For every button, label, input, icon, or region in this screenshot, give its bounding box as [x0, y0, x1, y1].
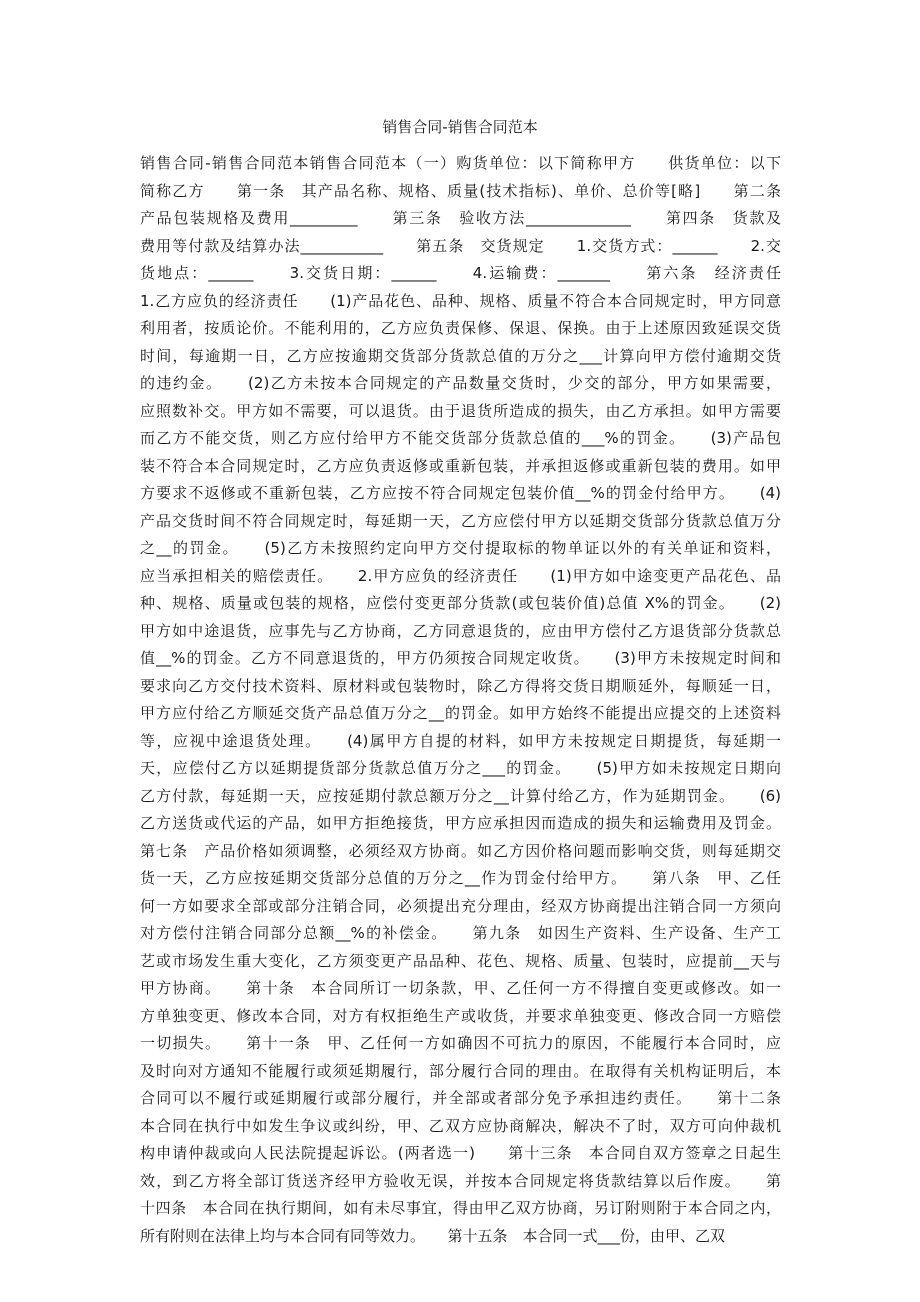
- body-line: 第七条 产品价格如须调整，必须经双方协商。如乙方因价格问题而影响交货，则每延期交: [140, 841, 781, 860]
- body-line: 1.乙方应负的经济责任 (1)产品花色、品种、规格、质量不符合本合同规定时，甲方同意: [140, 291, 781, 310]
- document-title: 销售合同-销售合同范本: [382, 118, 538, 136]
- body-line: 应照数补交。甲方如不需要，可以退货。由于退货所造成的损失，由乙方承担。如甲方需要: [140, 401, 781, 420]
- body-line: 甲方如中途退货，应事先与乙方协商，乙方同意退货的，应由甲方偿付乙方退货部分货款总: [140, 621, 781, 640]
- body-line: 及时向对方通知不能履行或须延期履行，部分履行合同的理由。在取得有关机构证明后，本: [140, 1061, 781, 1080]
- body-line: 而乙方不能交货，则乙方应付给甲方不能交货部分货款总值的___%的罚金。 (3)产品包: [140, 429, 781, 447]
- body-line: 天，应偿付乙方以延期提货部分货款总值万分之___的罚金。 (5)甲方如未按规定日期向: [140, 759, 781, 777]
- body-line: 简称乙方 第一条 其产品名称、规格、质量(技术指标)、单价、总价等[略] 第二条: [140, 181, 781, 200]
- body-line: 销售合同-销售合同范本销售合同范本（一）购货单位：以下简称甲方 供货单位：以下: [140, 154, 781, 172]
- body-line: 费用等付款及结算办法___________ 第五条 交货规定 1.交货方式：______ 2.交: [140, 236, 781, 255]
- body-line: 等，应视中途退货处理。 (4)属甲方自提的材料，如甲方未按规定日期提货，每延期一: [140, 731, 781, 750]
- body-line: 产品交货时间不符合同规定时，每延期一天，乙方应偿付甲方以延期交货部分货款总值万分: [140, 511, 781, 530]
- body-line: 时间，每逾期一日，乙方应按逾期交货部分货款总值的万分之___计算向甲方偿付逾期交货: [140, 346, 781, 365]
- body-line: 甲方协商。 第十条 本合同所订一切条款，甲、乙任何一方不得擅自变更或修改。如一: [140, 979, 781, 997]
- body-line: 产品包装规格及费用_________ 第三条 验收方法______________ 第四条 货款及: [140, 209, 781, 227]
- body-line: 应当承担相关的赔偿责任。 2.甲方应负的经济责任 (1)甲方如中途变更产品花色、品: [140, 566, 781, 585]
- body-line: 效，到乙方将全部订货送齐经甲方验收无误，并按本合同规定将货款结算以后作废。 第: [140, 1171, 781, 1190]
- body-line: 甲方应付给乙方顺延交货产品总值万分之__的罚金。如甲方始终不能提出应提交的上述资料: [140, 704, 781, 722]
- body-line: 乙方送货或代运的产品，如甲方拒绝接货，甲方应承担因而造成的损失和运输费用及罚金。: [140, 814, 781, 832]
- body-line: 要求向乙方交付技术资料、原材料或包装物时，除乙方得将交货日期顺延外，每顺延一日，: [140, 676, 781, 695]
- body-line: 对方偿付注销合同部分总额__%的补偿金。 第九条 如因生产资料、生产设备、生产工: [140, 924, 781, 942]
- document-body: [140, 150, 781, 1250]
- body-line: 本合同在执行中如发生争议或纠纷，甲、乙双方应协商解决，解决不了时，双方可向仲裁机: [140, 1116, 781, 1135]
- body-line: 所有附则在法律上均与本合同有同等效力。 第十五条 本合同一式___份，由甲、乙双: [140, 1226, 726, 1245]
- body-line: 艺或市场发生重大变化，乙方须变更产品品种、花色、规格、质量、包装时，应提前__天与: [140, 951, 781, 970]
- body-line: 利用者，按质论价。不能利用的，乙方应负责保修、保退、保换。由于上述原因致延误交货: [140, 319, 781, 337]
- body-line: 方单独变更、修改本合同，对方有权拒绝生产或收货，并要求单独变更、修改合同一方赔偿: [140, 1006, 781, 1025]
- body-line: 种、规格、质量或包装的规格，应偿付变更部分货款(或包装价值)总值 X%的罚金。 (2): [140, 594, 781, 612]
- body-line: 货地点：______ 3.交货日期：______ 4.运输费：_______ 第六条 经济责任: [140, 264, 781, 282]
- body-line: 十四条 本合同在执行期间，如有未尽事宜，得由甲乙双方协商，另订附则附于本合同之内，: [140, 1199, 781, 1217]
- body-line: 值__%的罚金。乙方不同意退货的，甲方仍须按合同规定收货。 (3)甲方未按规定时间和: [140, 649, 781, 667]
- body-line: 货一天，乙方应按延期交货部分总值的万分之__作为罚金付给甲方。 第八条 甲、乙任: [140, 869, 781, 887]
- body-line: 的违约金。 (2)乙方未按本合同规定的产品数量交货时，少交的部分，甲方如果需要，: [140, 374, 781, 392]
- body-line: 何一方如要求全部或部分注销合同，必须提出充分理由，经双方协商提出注销合同一方须向: [140, 896, 781, 915]
- body-line: 方要求不返修或不重新包装，乙方应按不符合同规定包装价值__%的罚金付给甲方。 (4): [140, 484, 781, 502]
- body-line: 构申请仲裁或向人民法院提起诉讼。(两者选一) 第十三条 本合同自双方签章之日起生: [140, 1144, 781, 1162]
- body-line: 装不符合本合同规定时，乙方应负责返修或重新包装，并承担返修或重新包装的费用。如甲: [140, 456, 781, 475]
- body-line: 合同可以不履行或延期履行或部分履行，并全部或者部分免予承担违约责任。 第十二条: [140, 1089, 781, 1107]
- body-line: 乙方付款，每延期一天，应按延期付款总额万分之__计算付给乙方，作为延期罚金。 (6): [140, 786, 781, 805]
- body-line: 之__的罚金。 (5)乙方未按照约定向甲方交付提取标的物单证以外的有关单证和资料，: [140, 539, 781, 557]
- body-line: 一切损失。 第十一条 甲、乙任何一方如确因不可抗力的原因，不能履行本合同时，应: [140, 1034, 781, 1052]
